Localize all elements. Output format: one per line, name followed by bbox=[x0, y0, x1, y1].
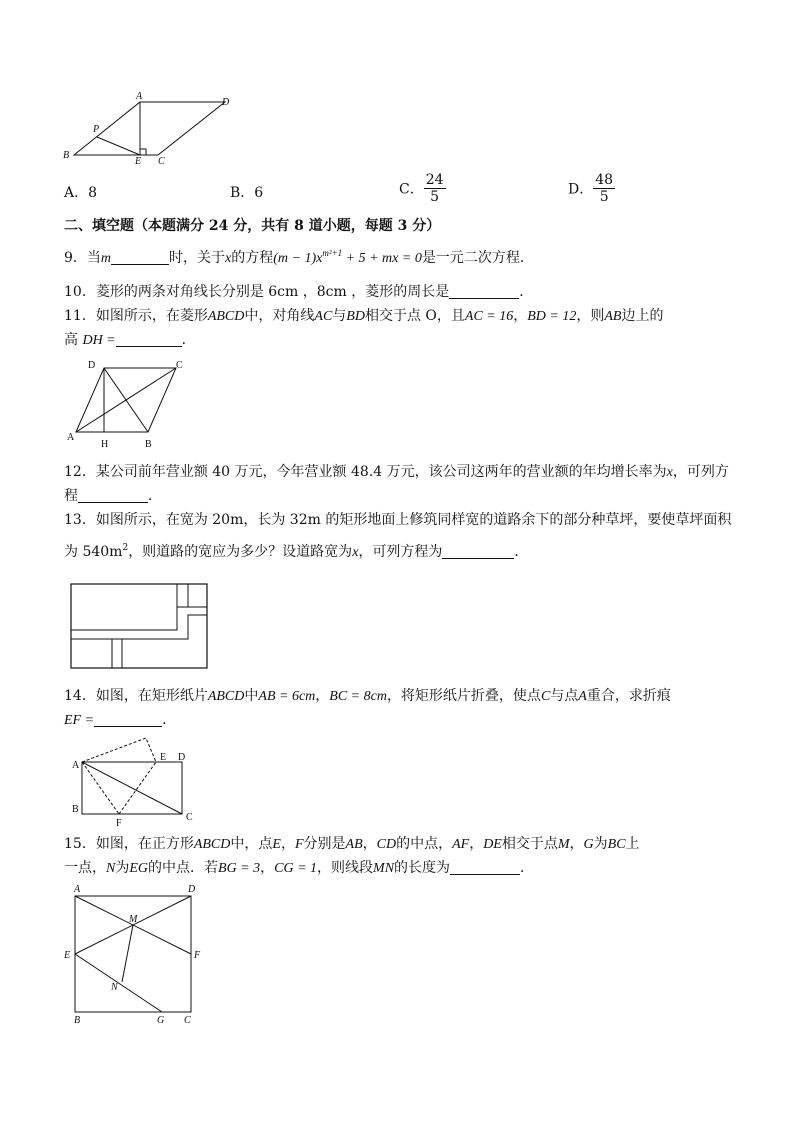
fig8-label-p: P bbox=[93, 124, 100, 135]
question-9 bbox=[64, 248, 534, 269]
fig15-label-f: F bbox=[194, 950, 201, 961]
q15-text-e: ， bbox=[362, 836, 377, 852]
q13-answer-blank[interactable] bbox=[442, 544, 514, 559]
q15-text-b: 中，点 bbox=[230, 836, 273, 852]
fig15-label-e: E bbox=[64, 950, 71, 961]
q15-text-d: 分别是 bbox=[303, 836, 346, 852]
q11-text-d: 相交于点 O，且 bbox=[364, 308, 465, 324]
q15-end: ． bbox=[520, 860, 535, 876]
q15-text-n: 的中点．若 bbox=[148, 860, 219, 876]
option-c-label: C． bbox=[399, 181, 424, 198]
q9-num: 9．当 bbox=[64, 250, 101, 266]
q14-sep: ， bbox=[315, 688, 330, 704]
q9-var-x: x bbox=[225, 251, 232, 266]
section-title: 二、填空题（本题满分 24 分，共有 8 道小题，每题 3 分） bbox=[64, 218, 441, 234]
q12-text-c: 程 bbox=[64, 488, 78, 504]
q11-text-a: 11．如图所示，在菱形 bbox=[64, 308, 208, 324]
fig14-label-f: F bbox=[116, 818, 122, 828]
option-b bbox=[230, 182, 263, 202]
q14-text-b: 中 bbox=[244, 688, 259, 704]
q13-sup: 2 bbox=[122, 543, 129, 553]
option-a-value: 8 bbox=[88, 185, 98, 201]
q11-rhombus-figure bbox=[64, 356, 194, 452]
q13-text-d: ，可列方程为 bbox=[358, 544, 443, 560]
q11-bd: BD bbox=[346, 309, 365, 324]
q8-parallelogram-figure bbox=[60, 90, 240, 168]
q14-fold-figure bbox=[66, 734, 206, 828]
q15-text-k: 上 bbox=[625, 836, 640, 852]
q15-text-p: ，则线段 bbox=[317, 860, 374, 876]
q15-answer-blank[interactable] bbox=[450, 860, 520, 875]
option-d-numerator: 48 bbox=[595, 172, 614, 188]
q14-ab-eq: AB = 6cm bbox=[258, 689, 316, 704]
q15-bg-eq: BG = 3 bbox=[218, 861, 261, 876]
fig14-label-b: B bbox=[72, 804, 79, 815]
q15-text-f: 的中点， bbox=[396, 836, 453, 852]
q9-var-m: m bbox=[100, 251, 112, 266]
q15-mn: MN bbox=[373, 861, 395, 876]
option-c-fraction bbox=[424, 172, 446, 205]
fig15-label-b: B bbox=[74, 1015, 81, 1026]
question-15-line2 bbox=[64, 858, 534, 879]
option-b-label: B． bbox=[230, 185, 255, 201]
q11-answer-blank[interactable] bbox=[116, 332, 182, 347]
fig14-label-d: D bbox=[178, 752, 186, 763]
q9-answer-blank[interactable] bbox=[111, 250, 169, 265]
q13-var-x: x bbox=[352, 545, 359, 560]
fig11-label-a: A bbox=[67, 432, 75, 443]
option-c-denominator: 5 bbox=[430, 189, 440, 205]
q14-c: C bbox=[540, 689, 551, 704]
question-12-line1 bbox=[64, 462, 729, 483]
option-c-numerator: 24 bbox=[425, 172, 444, 188]
q15-text-j: 为 bbox=[593, 836, 608, 852]
q11-text-b: 中，对角线 bbox=[244, 308, 315, 324]
q9-text1: 时，关于 bbox=[169, 250, 226, 266]
q11-abcd: ABCD bbox=[207, 309, 245, 324]
q13-text-a: 13．如图所示，在宽为 20m，长为 32m 的矩形地面上修筑同样宽的道路余下的部分种草坪，要使草坪面积 bbox=[64, 512, 732, 528]
option-a bbox=[64, 182, 97, 202]
q15-cg-eq: CG = 1 bbox=[274, 861, 318, 876]
question-14-line1 bbox=[64, 686, 671, 707]
q10-answer-blank[interactable] bbox=[449, 284, 519, 299]
q11-text-f: 边上的 bbox=[621, 308, 664, 324]
q12-answer-blank[interactable] bbox=[78, 488, 148, 503]
fig8-label-d: D bbox=[222, 97, 230, 108]
q14-text-a: 14．如图，在矩形纸片 bbox=[64, 688, 208, 704]
q15-text-c: ， bbox=[280, 836, 295, 852]
q14-answer-blank[interactable] bbox=[94, 712, 162, 727]
q15-ab: AB bbox=[345, 837, 363, 852]
q11-dh: DH = bbox=[82, 333, 116, 348]
q15-n: N bbox=[106, 861, 116, 876]
q11-ac: AC bbox=[314, 309, 333, 324]
q9-equation-post: + 5 + mx = 0 bbox=[342, 251, 422, 266]
q15-de: DE bbox=[483, 837, 502, 852]
fig15-label-n: N bbox=[111, 982, 118, 993]
q11-bd-eq: BD = 12 bbox=[527, 309, 577, 324]
q13-text-c: ，则道路的宽应为多少？设道路宽为 bbox=[128, 544, 353, 560]
fig11-label-c: C bbox=[176, 360, 183, 371]
q15-text-q: 的长度为 bbox=[394, 860, 451, 876]
fig11-label-d: D bbox=[88, 360, 96, 371]
q12-end: ． bbox=[148, 488, 162, 504]
q9-equation-pre: (m − 1)x bbox=[273, 251, 323, 266]
q15-square-figure bbox=[60, 882, 210, 1028]
q8-options bbox=[64, 172, 624, 212]
fig11-label-h: H bbox=[101, 439, 109, 450]
q15-text-a: 15．如图，在正方形 bbox=[64, 836, 194, 852]
fig8-label-b: B bbox=[63, 150, 70, 161]
question-12-line2 bbox=[64, 486, 162, 506]
q9-exponent: m²+1 bbox=[322, 248, 343, 258]
fig8-label-c: C bbox=[158, 156, 165, 167]
fig14-label-c: C bbox=[186, 812, 193, 823]
fig15-label-c: C bbox=[184, 1015, 191, 1026]
q15-text-o: ， bbox=[260, 860, 275, 876]
fig15-label-g: G bbox=[157, 1015, 165, 1026]
q12-text-b: ，可列方 bbox=[672, 464, 729, 480]
fig15-label-a: A bbox=[74, 884, 81, 895]
q15-m: M bbox=[557, 837, 570, 852]
q14-text-e: 重合，求折痕 bbox=[586, 688, 671, 704]
q14-a: A bbox=[578, 689, 587, 704]
option-d-fraction bbox=[593, 172, 615, 205]
q14-abcd: ABCD bbox=[207, 689, 245, 704]
question-13-line1 bbox=[64, 510, 731, 530]
option-a-label: A． bbox=[64, 185, 89, 201]
q10-text: 10．菱形的两条对角线长分别是 6cm ，8cm ，菱形的周长是 bbox=[64, 284, 450, 300]
option-d bbox=[568, 172, 615, 205]
q9-text2: 的方程 bbox=[231, 250, 274, 266]
fig11-label-b: B bbox=[145, 439, 152, 450]
q10-end: ． bbox=[519, 284, 534, 300]
question-13-line2 bbox=[64, 542, 528, 563]
question-11-line2 bbox=[64, 330, 196, 351]
q15-e: E bbox=[272, 837, 281, 852]
q15-f: F bbox=[294, 837, 304, 852]
q15-cd: CD bbox=[376, 837, 397, 852]
q15-abcd: ABCD bbox=[193, 837, 231, 852]
q12-var-x: x bbox=[666, 465, 673, 480]
q14-ef: EF = bbox=[64, 713, 95, 728]
q15-text-g: ， bbox=[469, 836, 484, 852]
q15-af: AF bbox=[452, 837, 470, 852]
q15-bc: BC bbox=[607, 837, 626, 852]
question-14-line2 bbox=[64, 710, 176, 731]
option-b-value: 6 bbox=[254, 185, 264, 201]
q14-text-c: ，将矩形纸片折叠，使点 bbox=[386, 688, 541, 704]
option-c bbox=[399, 172, 446, 205]
q11-ac-eq: AC = 16 bbox=[464, 309, 514, 324]
q15-text-l: 一点， bbox=[64, 860, 106, 876]
q14-end: ． bbox=[162, 712, 177, 728]
q15-text-h: 相交于点 bbox=[501, 836, 558, 852]
q11-text-e: ，则 bbox=[576, 308, 605, 324]
q15-text-i: ， bbox=[569, 836, 584, 852]
q14-bc-eq: BC = 8cm bbox=[329, 689, 387, 704]
fig8-label-e: E bbox=[135, 156, 142, 167]
option-d-denominator: 5 bbox=[599, 189, 609, 205]
question-15-line1 bbox=[64, 834, 640, 855]
q11-ab: AB bbox=[604, 309, 622, 324]
question-10 bbox=[64, 282, 533, 302]
question-11-line1 bbox=[64, 306, 663, 327]
q9-text3: 是一元二次方程． bbox=[421, 250, 534, 266]
q12-text-a: 12．某公司前年营业额 40 万元，今年营业额 48.4 万元，该公司这两年的营业额的年均增长率为 bbox=[64, 464, 667, 480]
q11-text-c: 与 bbox=[332, 308, 347, 324]
q13-end: ． bbox=[514, 544, 529, 560]
option-d-label: D． bbox=[568, 181, 594, 198]
fig8-label-a: A bbox=[136, 91, 143, 102]
q15-g: G bbox=[583, 837, 594, 852]
q13-text-b: 为 540m bbox=[64, 544, 123, 560]
q11-comma: ， bbox=[513, 308, 528, 324]
q11-end: ． bbox=[181, 332, 196, 348]
q11-text-g: 高 bbox=[64, 332, 78, 348]
q13-road-figure bbox=[70, 582, 210, 670]
fig15-label-m: M bbox=[129, 914, 138, 925]
fig14-label-e: E bbox=[160, 752, 167, 763]
q15-text-m: 为 bbox=[115, 860, 130, 876]
q14-text-d: 与点 bbox=[550, 688, 579, 704]
fig14-label-a: A bbox=[72, 760, 80, 771]
q15-eg: EG bbox=[129, 861, 149, 876]
fig15-label-d: D bbox=[188, 884, 196, 895]
